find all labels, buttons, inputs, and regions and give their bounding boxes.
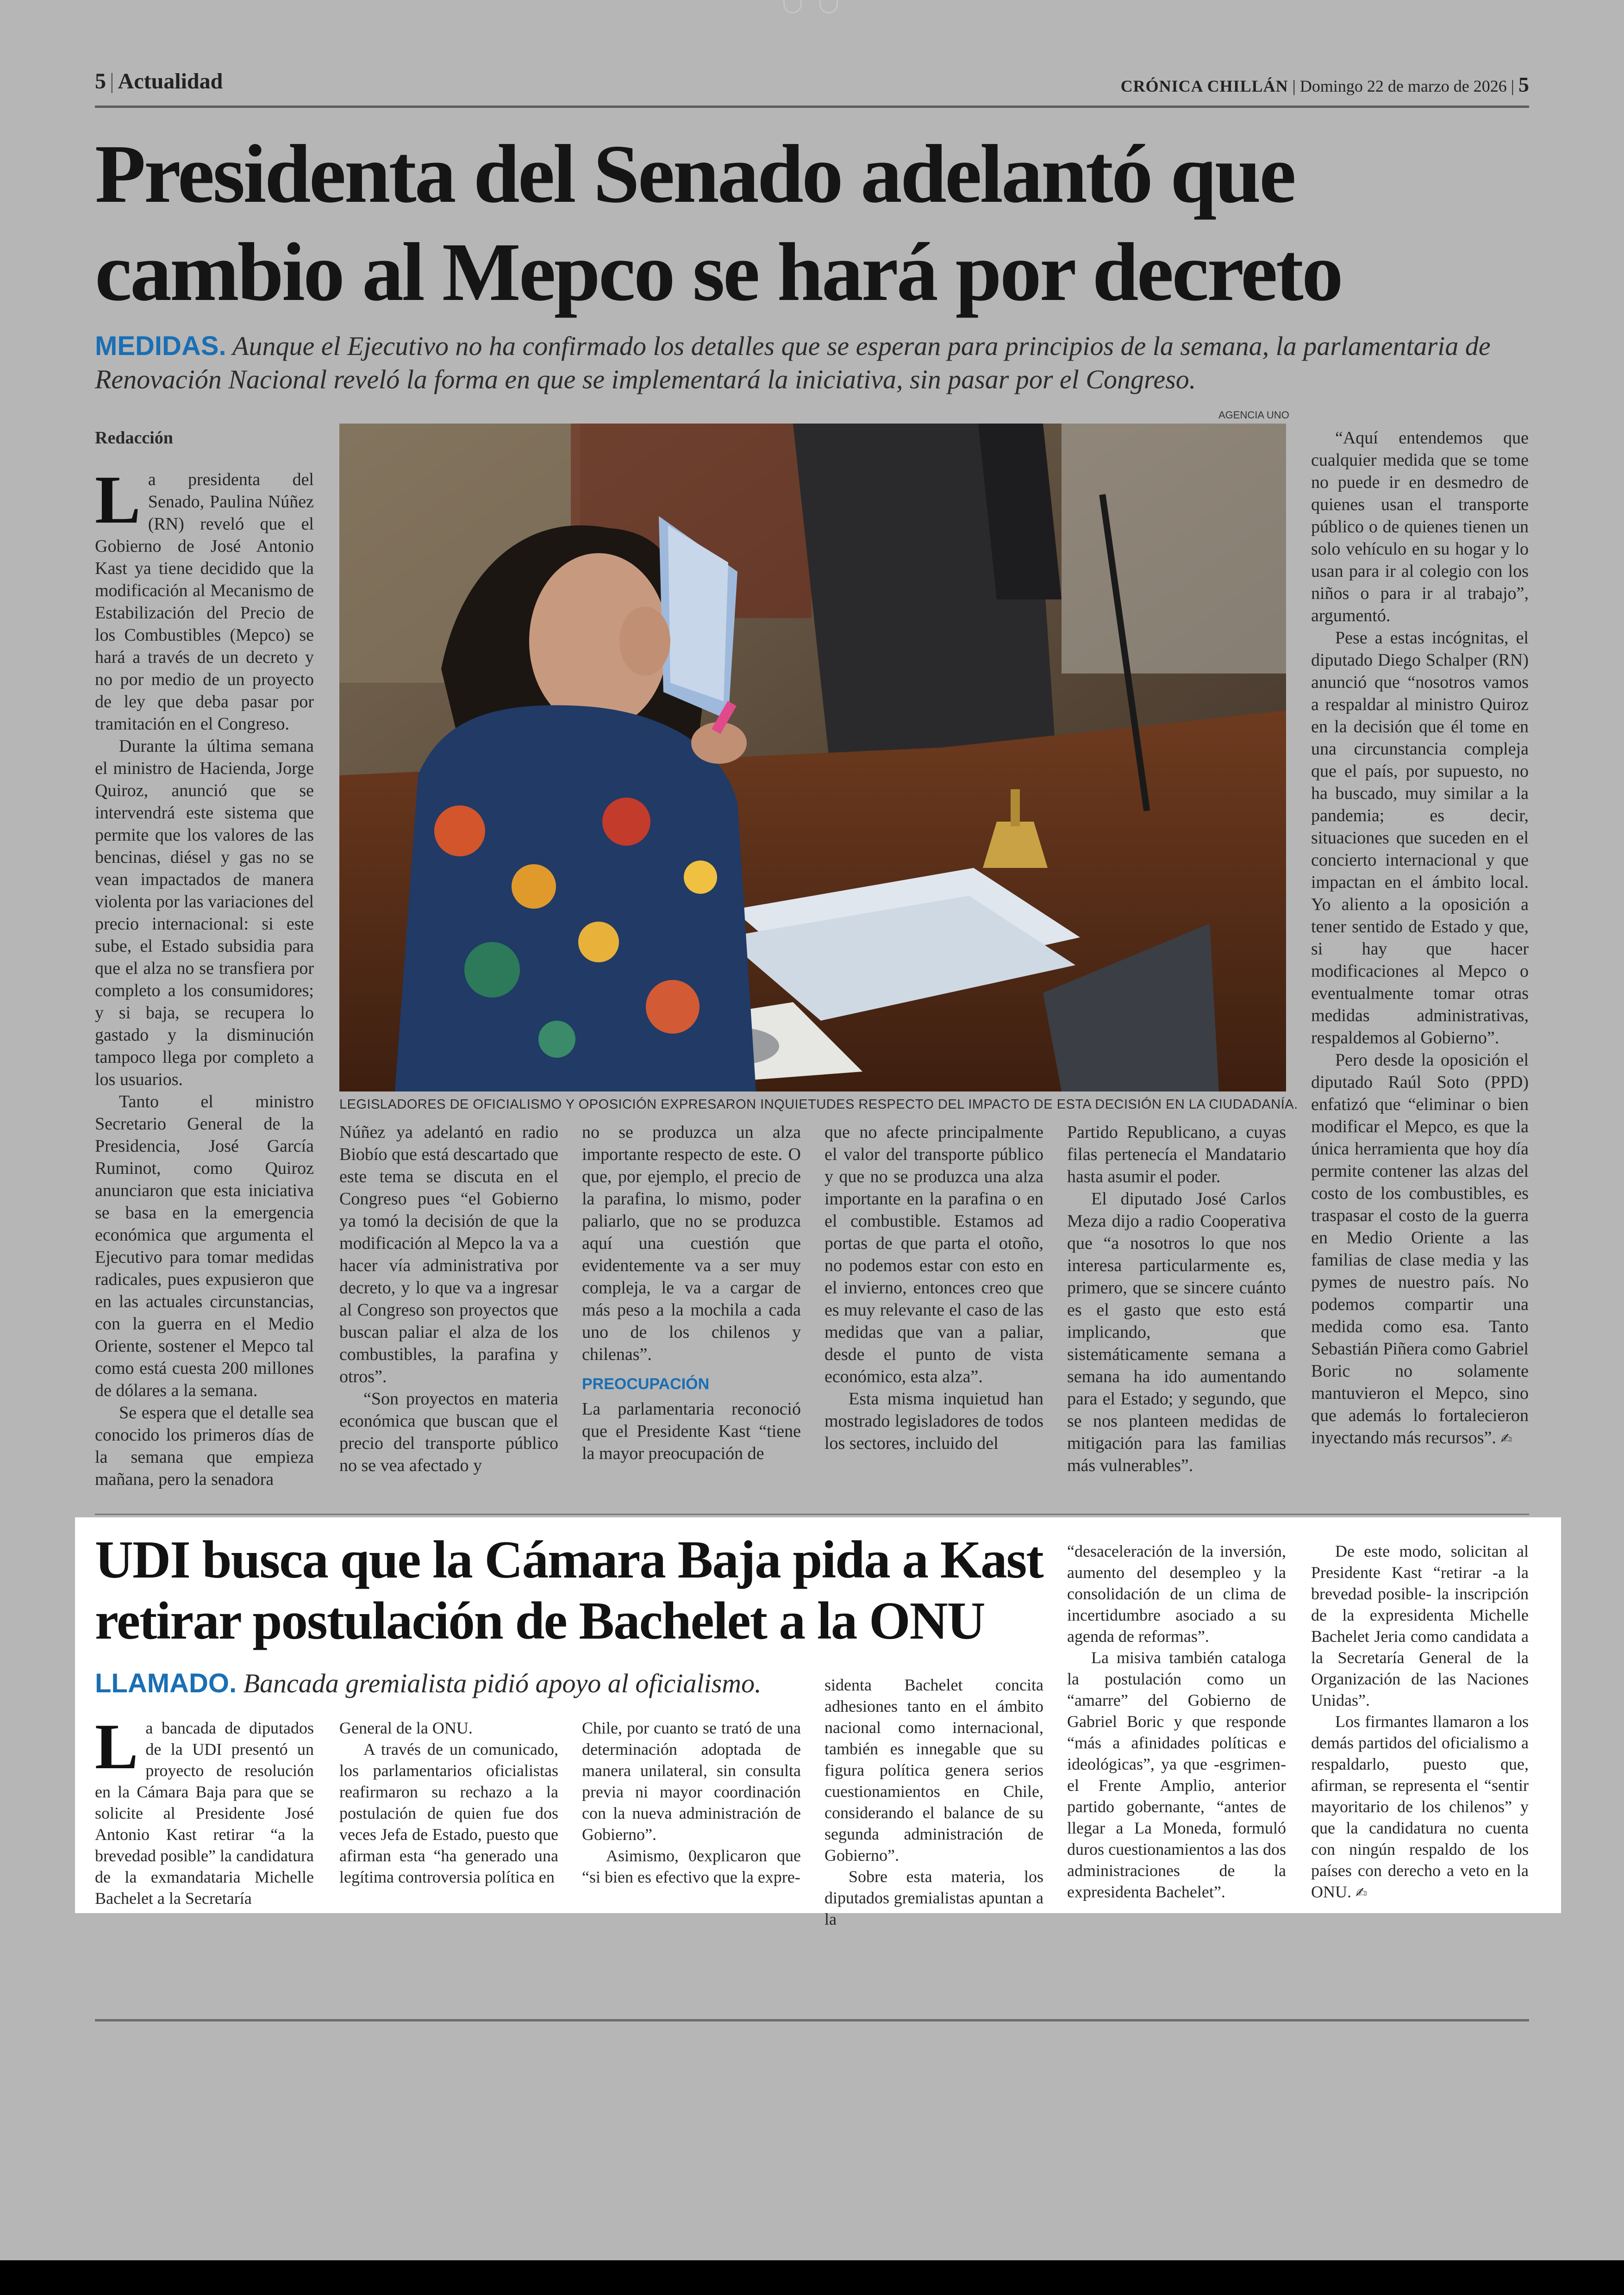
main-column-4: [824, 1121, 1043, 1454]
publication-date: Domingo 22 de marzo de 2026: [1299, 77, 1507, 95]
main-paragraph: El diputado José Carlos Meza dijo a radio Cooperativa que “a nosotros lo que nos interesa particularmente es, primero, que se sincere cuánto es el gasto que esto está implicando, que sistemáticamente semana a semana ha ido aumentando para el Estado; y segundo, que se nos planteen medidas de mitigación para las familias más vulnerables”.: [1067, 1189, 1286, 1475]
main-paragraph: Tanto el ministro Secretario General de la Presidencia, José García Ruminot, como Quiroz anunciaron que esta iniciativa se basa en la emergencia económica que argumenta el Ejecutivo para tomar medidas radicales, pues expusieron que en las actuales circunstancias, con la guerra en el Medio Oriente, sostener el Mepco tal como está cuesta 200 millones de dólares a la semana.: [95, 1092, 314, 1400]
secondary-paragraph: Sobre esta materia, los diputados gremialistas apuntan a la: [824, 1867, 1043, 1928]
secondary-kicker: LLAMADO.: [95, 1668, 237, 1698]
secondary-column-1: [95, 1711, 314, 1909]
main-column-1: [95, 462, 314, 1491]
main-column-6: [1311, 427, 1529, 1450]
main-paragraph: no se produzca un alza importante respecto de este. O que, por ejemplo, el precio de la parafina, lo mismo, poder paliarlo, que no se produzca aquí una cuestión que evidentemente va a ser muy compleja, le va a cargar de más peso a la mochila a cada uno de los chilenos y chilenas”.: [582, 1123, 801, 1364]
secondary-column-4: [824, 1674, 1043, 1930]
main-paragraph: Núñez ya adelantó en radio Biobío que está descartado que este tema se discuta en el Congreso pues “el Gobierno ya tomó la decisión de que la modificación al Mepco la va a hacer vía administrativa por decreto, y lo que va a ingresar al Congreso son proyectos que buscan paliar el alza de los combustibles, la parafina y otros”.: [339, 1123, 558, 1386]
header-separator: |: [1288, 77, 1300, 95]
main-paragraph: que no afecte principalmente el valor del transporte público y que no se produzca una alza importante en la parafina o en el combustible. Estamos ad portas de que parta el otoño, no podemos estar con esto en el invierno, entonces creo que es muy relevante el caso de las medidas que van a paliar, desde el punto de vista económico, esta alza”.: [824, 1123, 1043, 1386]
main-paragraph: Esta misma inquietud han mostrado legisladores de todos los sectores, incluido del: [824, 1389, 1043, 1453]
secondary-summary-text: Bancada gremialista pidió apoyo al oficialismo.: [243, 1668, 762, 1698]
header-divider: [95, 106, 1529, 108]
main-summary: [95, 330, 1537, 396]
senate-chamber-photo: [339, 424, 1286, 1091]
secondary-column-5: [1067, 1540, 1286, 1902]
main-column-3: [582, 1121, 801, 1465]
page-navigation[interactable]: [783, 0, 839, 14]
newspaper-header: [1121, 72, 1529, 97]
main-paragraph: Partido Republicano, a cuyas filas pertenecía el Mandatario hasta asumir el poder.: [1067, 1123, 1286, 1186]
end-mark-icon: ✍: [1500, 1431, 1512, 1447]
secondary-paragraph: General de la ONU.: [339, 1719, 473, 1737]
main-paragraph: “Aquí entendemos que cualquier medida que se tome no puede ir en desmedro de quienes usan el transporte público o de quienes tienen un solo vehículo en su hogar y lo usan para ir al colegio con los niños o para ir al trabajo”, argumentó.: [1311, 428, 1529, 625]
main-summary-text: Aunque el Ejecutivo no ha confirmado los detalles que se esperan para principios de la semana, la parlamentaria de Renovación Nacional reveló la forma en que se implementará la iniciativa, sin pasar por el Congreso.: [95, 331, 1491, 394]
main-column-2: [339, 1121, 558, 1477]
main-kicker: MEDIDAS.: [95, 331, 226, 361]
main-paragraph: Pese a estas incógnitas, el diputado Diego Schalper (RN) anunció que “nosotros vamos a respaldar al ministro Quiroz en la decisión que él tome en una circunstancia compleja que el país, por supuesto, no ha buscado, muy similar a la pandemia; es decir, situaciones que suceden en el concierto internacional y que impactan en el ámbito local. Yo aliento a la oposición a tener sentido de Estado y que, si hay que hacer modificaciones al Mepco o eventualmente tomar otras medidas administrativas, respaldemos al Gobierno”.: [1311, 628, 1529, 1048]
page-number-right: 5: [1518, 73, 1529, 96]
page-number-left: 5: [95, 69, 106, 94]
main-subhead: PREOCUPACIÓN: [582, 1375, 710, 1393]
next-page-indicator[interactable]: [819, 0, 838, 13]
page-section-header: [95, 69, 223, 94]
main-paragraph: Durante la última semana el ministro de Hacienda, Jorge Quiroz, anunció que se intervendrá este sistema que permite que los valores de las bencinas, diésel y gas no se vean impactados de manera violenta por las variaciones del precio internacional: si este sube, el Estado subsidia para que el alza no se transfiera por completo a los consumidores; y si baja, se recupera lo gastado y la disminución tampoco llega por completo a los usuarios.: [95, 736, 314, 1089]
main-paragraph: a presidenta del Senado, Paulina Núñez (RN) reveló que el Gobierno de José Antonio Kast ya tiene decidido que la modificación al Mecanismo de Estabilización del Precio de los Combustibles (Mepco) se hará a través de un decreto y no por medio de un proyecto de ley que deba pasar por tramitación en el Congreso.: [95, 470, 314, 734]
secondary-paragraph: De este modo, solicitan al Presidente Kast “retirar -a la brevedad posible- la inscripción de la expresidenta Michelle Bachelet Jeria como candidata a la Secretaría General de la Organización de las Naciones Unidas”.: [1311, 1542, 1529, 1709]
secondary-paragraph: a bancada de diputados de la UDI presentó un proyecto de resolución en la Cámara Baja para que se solicite al Presidente José Antonio Kast retirar “a la brevedad posible” la candidatura de la exmandataria Michelle Bachelet a la Secretaría: [95, 1719, 314, 1908]
main-dropcap: L: [95, 462, 141, 538]
main-paragraph: “Son proyectos en materia económica que buscan que el precio del transporte público no se vea afectado y: [339, 1389, 558, 1475]
secondary-dropcap: L: [95, 1711, 138, 1783]
article-divider: [95, 1514, 1529, 1515]
page-bottom-divider: [95, 2019, 1529, 2021]
previous-page-indicator[interactable]: [783, 0, 802, 13]
secondary-column-3: [582, 1717, 801, 1888]
photo-caption: LEGISLADORES DE OFICIALISMO Y OPOSICIÓN EXPRESARON INQUIETUDES RESPECTO DEL IMPACTO DE ESTA DECISIÓN EN LA CIUDADANÍA.: [339, 1097, 1298, 1112]
end-mark-icon: ✍: [1355, 1885, 1368, 1901]
header-separator: |: [1506, 77, 1518, 95]
secondary-paragraph: A través de un comunicado, los parlamentarios oficialistas reafirmaron su rechazo a la postulación de quien fue dos veces Jefa de Estado, puesto que afirman esta “ha generado una legítima controversia política en: [339, 1740, 558, 1886]
secondary-paragraph: sidenta Bachelet concita adhesiones tanto en el ámbito nacional como internacional, también es innegable que su figura política genera serios cuestionamientos en Chile, considerando el balance de su segunda administración de Gobierno”.: [824, 1676, 1043, 1865]
newspaper-name: CRÓNICA CHILLÁN: [1120, 77, 1288, 95]
header-separator: |: [110, 69, 114, 94]
secondary-headline: UDI busca que la Cámara Baja pida a Kast retirar postulación de Bachelet a la ONU: [95, 1530, 1043, 1650]
secondary-column-6: [1311, 1540, 1529, 1904]
photo-credit: AGENCIA UNO: [1218, 409, 1289, 421]
main-paragraph: Se espera que el detalle sea conocido los primeros días de la semana que empieza mañana, pero la senadora: [95, 1403, 314, 1489]
main-column-5: [1067, 1121, 1286, 1477]
section-name: Actualidad: [118, 69, 223, 94]
byline: Redacción: [95, 428, 173, 448]
secondary-column-2: [339, 1717, 558, 1888]
secondary-paragraph: “desaceleración de la inversión, aumento del desempleo y la consolidación de un clima de incertidumbre asociado a su agenda de reformas”.: [1067, 1542, 1286, 1646]
secondary-paragraph: Chile, por cuanto se trató de una determinación adoptada de manera unilateral, sin consulta previa ni mayor coordinación con la nueva administración de Gobierno”.: [582, 1719, 801, 1844]
main-headline: Presidenta del Senado adelantó que cambio al Mepco se hará por decreto: [95, 128, 1342, 318]
secondary-paragraph: La misiva también cataloga la postulación como un “amarre” del Gobierno de Gabriel Boric y que responde “más a afinidades políticas e ideológicas”, ya que -esgrimen- el Frente Amplio, anterior partido gobernante, “antes de llegar a La Moneda, formuló duros cuestionamientos a las dos administraciones de la expresidenta Bachelet”.: [1067, 1648, 1286, 1901]
main-paragraph: La parlamentaria reconoció que el Presidente Kast “tiene la mayor preocupación de: [582, 1399, 801, 1463]
secondary-paragraph: Los firmantes llamaron a los demás partidos del oficialismo a respaldarlo, puesto que, afirman, se representa el “sentir mayoritario de los chilenos” y que la candidatura no cuenta con ningún respaldo de los países con derecho a veto en la ONU.: [1311, 1712, 1529, 1901]
viewer-bottom-bar: [0, 2260, 1624, 2295]
article-photo: [339, 424, 1286, 1091]
secondary-paragraph: Asimismo, 0explicaron que “si bien es efectivo que la expre-: [582, 1846, 801, 1886]
main-paragraph: Pero desde la oposición el diputado Raúl Soto (PPD) enfatizó que “eliminar o bien modificar el Mepco, es que la única herramienta que hoy día permite contener las alzas del costo de los combustibles, es traspasar el costo de la guerra en Medio Oriente a las familias de clase media y las pymes de nuestro país. No podemos compartir una medida como esa. Tanto Sebastián Piñera como Gabriel Boric no solamente mantuvieron el Mepco, sino que además lo fortalecieron inyectando más recursos”.: [1311, 1050, 1529, 1447]
